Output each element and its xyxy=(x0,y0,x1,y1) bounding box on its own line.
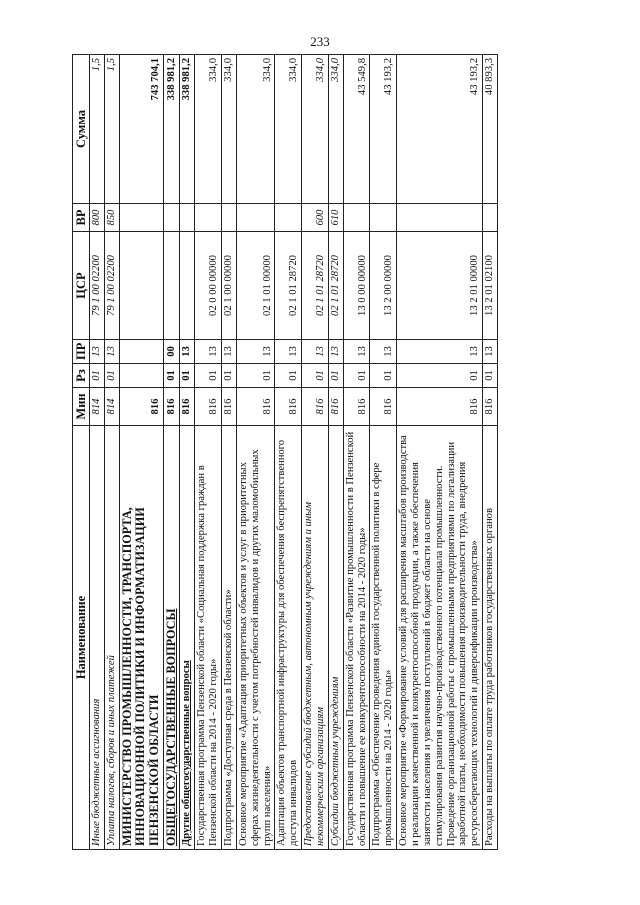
cell-vr: 850 xyxy=(104,204,119,232)
table-row xyxy=(119,55,163,850)
cell-csr: 13 2 01 00000 xyxy=(397,232,483,340)
cell-sum: 43 549,8 xyxy=(343,55,370,204)
cell-vr xyxy=(236,204,275,232)
cell-csr: 02 1 01 28720 xyxy=(302,232,329,340)
cell-rz: 01 xyxy=(370,364,397,388)
cell-rz: 01 xyxy=(180,364,195,388)
cell-sum: 334,0 xyxy=(302,55,329,204)
table-row xyxy=(483,55,498,850)
cell-pr: 13 xyxy=(302,340,329,364)
cell-rz: 01 xyxy=(397,364,483,388)
cell-sum: 1,5 xyxy=(104,55,119,204)
cell-rz: 01 xyxy=(343,364,370,388)
cell-rz: 01 xyxy=(163,364,180,388)
cell-csr: 02 1 01 28720 xyxy=(275,232,302,340)
cell-vr: 610 xyxy=(328,204,343,232)
cell-name: Государственная программа Пензенской области «Социальная поддержка граждан в Пензенской области на 2014 - 2020 годы» xyxy=(195,426,222,850)
cell-name: Расходы на выплаты по оплате труда работников государственных органов xyxy=(483,426,498,850)
cell-name: ОБЩЕГОСУДАРСТВЕННЫЕ ВОПРОСЫ xyxy=(163,426,180,850)
cell-sum: 338 981,2 xyxy=(180,55,195,204)
header-pr: ПР xyxy=(73,340,90,364)
cell-min: 816 xyxy=(195,388,222,426)
cell-csr: 02 1 01 00000 xyxy=(236,232,275,340)
cell-vr xyxy=(275,204,302,232)
page-number: 233 xyxy=(310,34,330,49)
cell-sum: 334,0 xyxy=(195,55,222,204)
cell-vr: 600 xyxy=(302,204,329,232)
table-row xyxy=(370,55,397,850)
cell-vr xyxy=(221,204,236,232)
cell-csr: 02 1 00 00000 xyxy=(221,232,236,340)
cell-csr xyxy=(180,232,195,340)
cell-min: 816 xyxy=(343,388,370,426)
cell-name: Основное мероприятие «Адаптация приоритетных объектов и услуг в приоритетных сферах жизнедеятельности с учетом потребностей инвалидов и других маломобильных групп населения» xyxy=(236,426,275,850)
cell-pr: 13 xyxy=(195,340,222,364)
cell-pr: 00 xyxy=(163,340,180,364)
table-row xyxy=(275,55,302,850)
header-vr: ВР xyxy=(73,204,90,232)
cell-min: 814 xyxy=(90,388,105,426)
table-row xyxy=(104,55,119,850)
cell-csr: 02 0 00 00000 xyxy=(195,232,222,340)
cell-csr: 13 2 01 02100 xyxy=(483,232,498,340)
header-min: Мин xyxy=(73,388,90,426)
cell-sum: 334,0 xyxy=(221,55,236,204)
cell-name: Основное мероприятие «Формирование условий для расширения масштабов производства и реализации качественной и конкурентоспособной продукции, а также обеспечения занятости населения и увеличения поступлений в бюджет области на основе стимулирования развития научно-производственного потенциала промышленности. Проведение организационной работы с промышленными предприятиями по легализации заработной платы, необходимости повышения производительности труда, внедрения ресурсосберегающих технологий и диверсификации производства» xyxy=(397,426,483,850)
cell-sum: 334,0 xyxy=(275,55,302,204)
cell-sum: 334,0 xyxy=(236,55,275,204)
cell-pr: 13 xyxy=(221,340,236,364)
cell-vr xyxy=(119,204,163,232)
cell-rz: 01 xyxy=(104,364,119,388)
cell-sum: 43 193,2 xyxy=(370,55,397,204)
cell-csr xyxy=(163,232,180,340)
cell-name: Иные бюджетные ассигнования xyxy=(90,426,105,850)
cell-pr: 13 xyxy=(104,340,119,364)
table-row xyxy=(195,55,222,850)
table-row xyxy=(90,55,105,850)
cell-vr: 800 xyxy=(90,204,105,232)
cell-min: 816 xyxy=(397,388,483,426)
header-name: Наименование xyxy=(73,426,90,850)
cell-rz: 01 xyxy=(236,364,275,388)
cell-csr: 13 2 00 00000 xyxy=(370,232,397,340)
cell-pr xyxy=(119,340,163,364)
cell-csr xyxy=(119,232,163,340)
cell-pr: 13 xyxy=(397,340,483,364)
cell-pr: 13 xyxy=(236,340,275,364)
cell-pr: 13 xyxy=(90,340,105,364)
table-header-row xyxy=(73,55,90,850)
cell-min: 816 xyxy=(328,388,343,426)
cell-vr xyxy=(343,204,370,232)
rotated-budget-table-container xyxy=(72,55,567,850)
cell-min: 816 xyxy=(483,388,498,426)
cell-min: 816 xyxy=(180,388,195,426)
cell-sum: 40 893,3 xyxy=(483,55,498,204)
cell-name: Государственная программа Пензенской области «Развитие промышленности в Пензенской области и повышение ее конкурентоспособности на 2014 - 2020 годы» xyxy=(343,426,370,850)
cell-pr: 13 xyxy=(483,340,498,364)
cell-rz: 01 xyxy=(302,364,329,388)
table-row xyxy=(302,55,329,850)
cell-vr xyxy=(163,204,180,232)
table-row xyxy=(180,55,195,850)
header-sum: Сумма xyxy=(73,55,90,204)
cell-min: 816 xyxy=(163,388,180,426)
cell-name: Другие общегосударственные вопросы xyxy=(180,426,195,850)
cell-csr: 79 1 00 02200 xyxy=(90,232,105,340)
cell-name: МИНИСТЕРСТВО ПРОМЫШЛЕННОСТИ, ТРАНСПОРТА, ИННОВАЦИОННОЙ ПОЛИТИКИ И ИНФОРМАТИЗАЦИИ ПЕНЗЕНСКОЙ ОБЛАСТИ xyxy=(119,426,163,850)
cell-sum: 334,0 xyxy=(328,55,343,204)
cell-sum: 43 193,2 xyxy=(397,55,483,204)
cell-name: Предоставление субсидий бюджетным, автономным учреждениям и иным некоммерческим организациям xyxy=(302,426,329,850)
cell-rz: 01 xyxy=(195,364,222,388)
cell-sum: 338 981,2 xyxy=(163,55,180,204)
cell-vr xyxy=(370,204,397,232)
table-row xyxy=(163,55,180,850)
table-body xyxy=(90,55,498,850)
cell-rz: 01 xyxy=(90,364,105,388)
cell-csr: 02 1 01 28720 xyxy=(328,232,343,340)
cell-pr: 13 xyxy=(370,340,397,364)
cell-rz xyxy=(119,364,163,388)
cell-min: 814 xyxy=(104,388,119,426)
cell-vr xyxy=(180,204,195,232)
table-row xyxy=(221,55,236,850)
cell-sum: 743 704,1 xyxy=(119,55,163,204)
cell-pr: 13 xyxy=(180,340,195,364)
cell-pr: 13 xyxy=(328,340,343,364)
cell-name: Субсидии бюджетным учреждениям xyxy=(328,426,343,850)
cell-min: 816 xyxy=(119,388,163,426)
cell-min: 816 xyxy=(236,388,275,426)
cell-name: Адаптация объектов транспортной инфраструктуры для обеспечения беспрепятственного доступа инвалидов xyxy=(275,426,302,850)
cell-csr: 79 1 00 02200 xyxy=(104,232,119,340)
cell-vr xyxy=(397,204,483,232)
cell-min: 816 xyxy=(370,388,397,426)
cell-sum: 1,5 xyxy=(90,55,105,204)
cell-pr: 13 xyxy=(275,340,302,364)
budget-table xyxy=(72,54,498,850)
cell-vr xyxy=(483,204,498,232)
cell-name: Подпрограмма «Доступная среда в Пензенской области» xyxy=(221,426,236,850)
cell-name: Уплата налогов, сборов и иных платежей xyxy=(104,426,119,850)
cell-vr xyxy=(195,204,222,232)
cell-pr: 13 xyxy=(343,340,370,364)
header-rz: Рз xyxy=(73,364,90,388)
table-row xyxy=(343,55,370,850)
cell-min: 816 xyxy=(221,388,236,426)
cell-rz: 01 xyxy=(275,364,302,388)
cell-min: 816 xyxy=(275,388,302,426)
table-row xyxy=(328,55,343,850)
cell-min: 816 xyxy=(302,388,329,426)
table-row xyxy=(397,55,483,850)
cell-csr: 13 0 00 00000 xyxy=(343,232,370,340)
header-csr: ЦСР xyxy=(73,232,90,340)
table-row xyxy=(236,55,275,850)
cell-rz: 01 xyxy=(328,364,343,388)
cell-rz: 01 xyxy=(221,364,236,388)
cell-name: Подпрограмма «Обеспечение проведения единой государственной политики в сфере промышленности на 2014 - 2020 годы» xyxy=(370,426,397,850)
cell-rz: 01 xyxy=(483,364,498,388)
